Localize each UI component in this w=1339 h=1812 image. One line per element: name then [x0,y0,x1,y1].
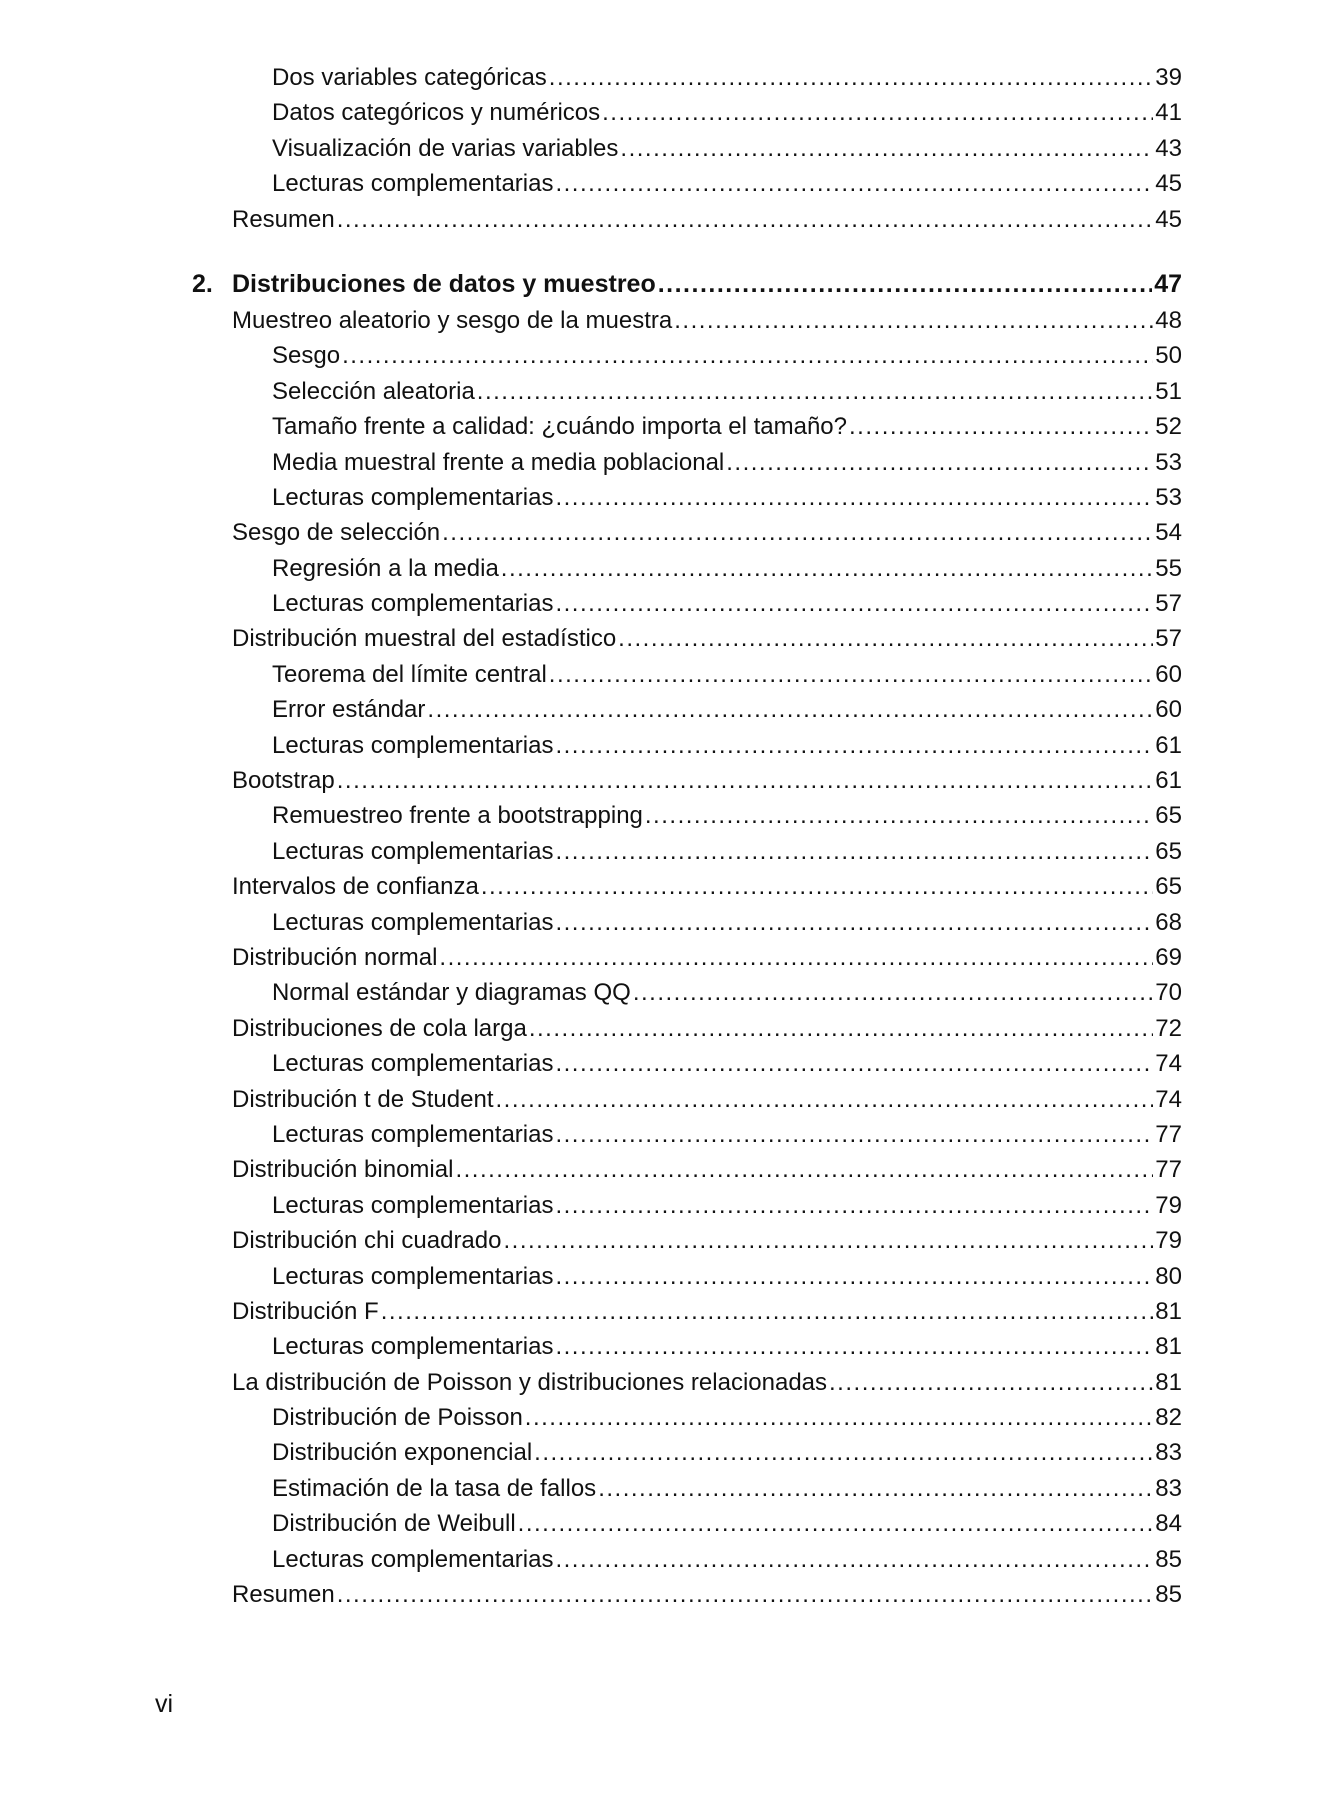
dot-leader [658,265,1152,303]
toc-entry[interactable] [232,1471,1182,1506]
toc-entry-title: Lecturas complementarias [272,483,554,511]
toc-entry-title: Resumen [232,205,335,233]
dot-leader [555,834,1153,869]
toc-entry[interactable] [232,1223,1182,1258]
toc-chapter-number: 2. [192,269,213,298]
dot-leader [598,1471,1153,1506]
dot-leader [618,621,1153,656]
toc-entry-page: 65 [1155,837,1182,865]
dot-leader [602,95,1153,130]
toc-entry-page: 55 [1155,554,1182,582]
dot-leader [555,166,1153,201]
dot-leader [726,445,1153,480]
dot-leader [555,1259,1153,1294]
toc-entry-title: Intervalos de confianza [232,873,479,901]
toc-entry[interactable] [232,869,1182,904]
toc-entry-page: 65 [1155,873,1182,901]
toc-entry-page: 53 [1155,448,1182,476]
toc-entry-page: 53 [1155,483,1182,511]
toc-entry-page: 82 [1155,1404,1182,1432]
toc-entry[interactable] [232,1542,1182,1577]
toc-entry[interactable] [232,1259,1182,1294]
dot-leader [645,798,1153,833]
toc-entry-title: Lecturas complementarias [272,170,554,198]
toc-entry[interactable] [232,303,1182,338]
toc-entry-title: Lecturas complementarias [272,837,554,865]
toc-entry-page: 50 [1155,342,1182,370]
dot-leader [555,728,1153,763]
toc-entry-page: 60 [1155,660,1182,688]
toc-entry-page: 81 [1155,1333,1182,1361]
dot-leader [555,1329,1153,1364]
toc-entry-page: 83 [1155,1474,1182,1502]
toc-entry-title: Lecturas complementarias [272,1050,554,1078]
toc-entry[interactable] [232,586,1182,621]
toc-entry[interactable] [232,445,1182,480]
toc-entry-title: Lecturas complementarias [272,1545,554,1573]
toc-entry[interactable] [232,1365,1182,1400]
toc-entry-title: Teorema del límite central [272,660,547,688]
dot-leader [529,1011,1153,1046]
dot-leader [555,1117,1153,1152]
toc-entry-title: Lecturas complementarias [272,731,554,759]
toc-entry-page: 43 [1155,134,1182,162]
toc-entry-title: Normal estándar y diagramas QQ [272,979,631,1007]
toc-entry-title: Visualización de varias variables [272,134,619,162]
toc-entry-page: 45 [1155,205,1182,233]
toc-entry-title: Regresión a la media [272,554,499,582]
dot-leader [518,1506,1154,1541]
toc-entry-page: 60 [1155,696,1182,724]
toc-entry[interactable] [232,131,1182,166]
dot-leader [555,905,1153,940]
dot-leader [501,551,1154,586]
toc-entry[interactable] [232,338,1182,373]
toc-entry-title: Distribuciones de datos y muestreo [232,269,656,298]
toc-entry[interactable] [232,657,1182,692]
toc-entry-title: Distribución de Weibull [272,1510,516,1538]
toc-entry[interactable] [232,1082,1182,1117]
toc-entry[interactable] [232,1294,1182,1329]
toc-entry[interactable] [232,1400,1182,1435]
toc-entry[interactable] [232,1577,1182,1612]
toc-entry-title: Distribuciones de cola larga [232,1014,527,1042]
toc-entry-page: 83 [1155,1439,1182,1467]
toc-entry-page: 57 [1155,625,1182,653]
toc-entry[interactable] [232,692,1182,727]
toc-entry-title: Error estándar [272,696,426,724]
dot-leader [442,515,1153,550]
dot-leader [620,131,1153,166]
toc-entry-title: Distribución t de Student [232,1085,494,1113]
toc-entry-page: 81 [1155,1297,1182,1325]
toc-entry-page: 70 [1155,979,1182,1007]
toc-entry[interactable] [232,798,1182,833]
toc-entry-page: 69 [1155,943,1182,971]
toc-entry[interactable] [232,1188,1182,1223]
toc-entry-title: Lecturas complementarias [272,590,554,618]
dot-leader [555,1542,1153,1577]
toc-entry-page: 45 [1155,170,1182,198]
toc-entry-page: 39 [1155,64,1182,91]
toc-chapter-entry[interactable] [192,265,1182,303]
toc-entry-title: Distribución binomial [232,1156,454,1184]
toc-entry-page: 77 [1155,1156,1182,1184]
dot-leader [477,374,1154,409]
dot-leader [342,338,1153,373]
dot-leader [829,1365,1153,1400]
dot-leader [555,480,1153,515]
dot-leader [849,409,1153,444]
dot-leader [555,586,1153,621]
toc-entry-title: Lecturas complementarias [272,1262,554,1290]
toc-entry[interactable] [232,515,1182,550]
dot-leader [549,60,1154,95]
toc-entry-page: 68 [1155,908,1182,936]
toc-entry-page: 74 [1155,1050,1182,1078]
toc-entry[interactable] [232,551,1182,586]
toc-entry-page: 57 [1155,590,1182,618]
page-number: vi [155,1690,174,1718]
toc-entry[interactable] [232,1117,1182,1152]
dot-leader [555,1188,1153,1223]
toc-entry[interactable] [232,1329,1182,1364]
toc-entry[interactable] [232,480,1182,515]
toc-entry-title: La distribución de Poisson y distribuciones relacionadas [232,1368,828,1396]
toc-entry[interactable] [232,763,1182,798]
toc-entry-title: Datos categóricos y numéricos [272,99,601,127]
toc-entry-title: Distribución exponencial [272,1439,533,1467]
toc-entry-title: Lecturas complementarias [272,1191,554,1219]
toc-entry[interactable] [232,1046,1182,1081]
dot-leader [534,1435,1153,1470]
dot-leader [633,975,1153,1010]
toc-entry[interactable] [232,95,1182,130]
dot-leader [337,763,1154,798]
dot-leader [455,1152,1153,1187]
dot-leader [495,1082,1153,1117]
toc-entry-page: 81 [1155,1368,1182,1396]
toc-entry-title: Bootstrap [232,767,335,795]
dot-leader [427,692,1153,727]
toc-entry[interactable] [232,409,1182,444]
toc-entry[interactable] [232,728,1182,763]
toc-entry-page: 77 [1155,1120,1182,1148]
dot-leader [481,869,1153,904]
toc-entry[interactable] [232,60,1182,95]
toc-entry-page: 79 [1155,1227,1182,1255]
toc-entry-page: 85 [1155,1545,1182,1573]
dot-leader [525,1400,1154,1435]
toc-entry-page: 84 [1155,1510,1182,1538]
toc-entry-page: 61 [1155,767,1182,795]
dot-leader [555,1046,1153,1081]
toc-entry-page: 65 [1155,802,1182,830]
toc-entry-title: Muestreo aleatorio y sesgo de la muestra [232,306,673,334]
toc-entry-title: Distribución muestral del estadístico [232,625,617,653]
toc-entry-title: Dos variables categóricas [272,64,547,91]
toc-entry-page: 85 [1155,1581,1182,1609]
toc-entry-title: Distribución normal [232,943,438,971]
toc-entry-page: 47 [1154,269,1182,298]
toc-entry[interactable] [232,374,1182,409]
dot-leader [337,202,1154,237]
dot-leader [674,303,1153,338]
toc-entry-page: 79 [1155,1191,1182,1219]
toc-entry[interactable] [232,1435,1182,1470]
toc-entry-title: Distribución de Poisson [272,1404,523,1432]
toc-entry-title: Selección aleatoria [272,377,475,405]
toc-entry-title: Lecturas complementarias [272,908,554,936]
toc-entry-title: Distribución F [232,1297,379,1325]
toc-entry-page: 72 [1155,1014,1182,1042]
toc-entry-page: 61 [1155,731,1182,759]
toc-entry[interactable] [232,1011,1182,1046]
toc-entry-page: 51 [1155,377,1182,405]
dot-leader [439,940,1153,975]
toc-entry[interactable] [232,905,1182,940]
toc-entry-page: 54 [1155,519,1182,547]
toc-entry[interactable] [232,975,1182,1010]
toc-entry-title: Lecturas complementarias [272,1120,554,1148]
toc-entry-page: 48 [1155,306,1182,334]
toc-entry-title: Resumen [232,1581,335,1609]
toc-entry-title: Estimación de la tasa de fallos [272,1474,597,1502]
toc-entry[interactable] [232,166,1182,201]
toc-entry[interactable] [232,621,1182,656]
toc-entry[interactable] [232,834,1182,869]
toc-entry-title: Sesgo de selección [232,519,441,547]
dot-leader [503,1223,1153,1258]
dot-leader [381,1294,1154,1329]
toc-entry[interactable] [232,940,1182,975]
toc-entry-title: Remuestreo frente a bootstrapping [272,802,643,830]
toc-entry[interactable] [232,202,1182,237]
toc-entry-title: Lecturas complementarias [272,1333,554,1361]
toc-entry-page: 41 [1155,99,1182,127]
toc-entry-title: Sesgo [272,342,341,370]
toc-entry-page: 80 [1155,1262,1182,1290]
dot-leader [549,657,1154,692]
toc-entry[interactable] [232,1152,1182,1187]
toc-entry[interactable] [232,1506,1182,1541]
toc-entry-page: 74 [1155,1085,1182,1113]
table-of-contents [192,60,1182,1612]
dot-leader [337,1577,1154,1612]
toc-entry-page: 52 [1155,413,1182,441]
toc-entry-title: Media muestral frente a media poblacional [272,448,725,476]
toc-entry-title: Distribución chi cuadrado [232,1227,502,1255]
toc-entry-title: Tamaño frente a calidad: ¿cuándo importa el tamaño? [272,413,848,441]
